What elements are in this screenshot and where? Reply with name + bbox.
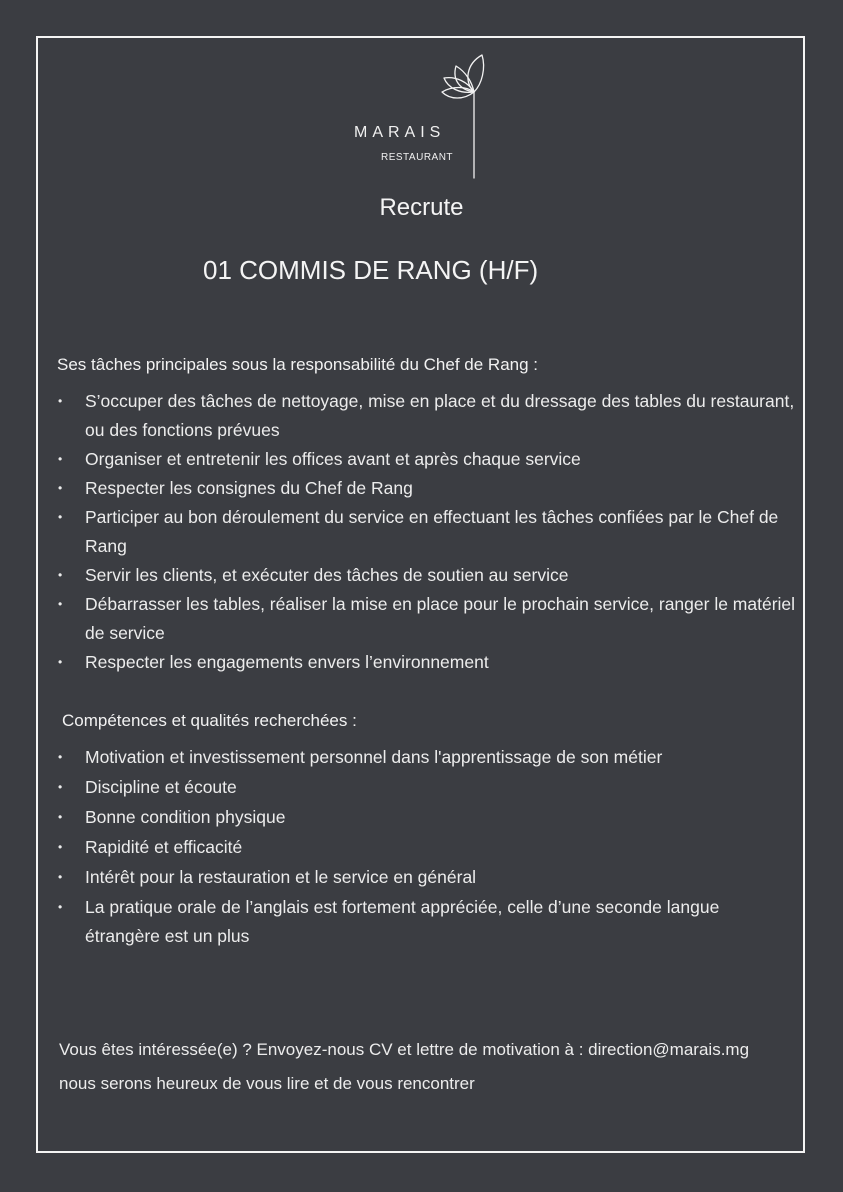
skills-title: Compétences et qualités recherchées : (62, 711, 357, 730)
skill-text: Intérêt pour la restauration et le service en général (85, 867, 477, 887)
task-text: Respecter les consignes du Chef de Rang (85, 478, 413, 498)
list-item (58, 445, 798, 474)
bullet-icon: • (58, 810, 63, 824)
list-item (58, 648, 798, 677)
task-text: Respecter les engagements envers l’environnement (85, 652, 489, 672)
skill-text: Bonne condition physique (85, 807, 286, 827)
bullet-icon: • (58, 655, 63, 669)
bullet-icon: • (58, 394, 63, 408)
task-text: S’occuper des tâches de nettoyage, mise en place et du dressage des tables du restaurant, ou des fonctions prévues (85, 391, 795, 440)
bullet-icon: • (58, 840, 63, 854)
contact-line-2: nous serons heureux de vous lire et de vous rencontrer (59, 1074, 475, 1093)
tasks-list (58, 387, 798, 677)
bullet-icon: • (58, 750, 63, 764)
logo-subtitle: RESTAURANT (381, 152, 454, 163)
bullet-icon: • (58, 568, 63, 582)
list-item (58, 743, 798, 772)
bullet-icon: • (58, 597, 63, 611)
list-item (58, 387, 798, 445)
list-item (58, 503, 798, 561)
bullet-icon: • (58, 452, 63, 466)
bullet-icon: • (58, 481, 63, 495)
list-item (58, 474, 798, 503)
skills-list (58, 743, 798, 951)
contact-line-1: Vous êtes intéressée(e) ? Envoyez-nous CV et lettre de motivation à : direction@marais.mg (59, 1040, 750, 1059)
tasks-title: Ses tâches principales sous la responsabilité du Chef de Rang : (57, 355, 539, 374)
bullet-icon: • (58, 780, 63, 794)
bullet-icon: • (58, 510, 63, 524)
list-item (58, 833, 798, 862)
task-text: Organiser et entretenir les offices avant et après chaque service (85, 449, 581, 469)
task-text: Débarrasser les tables, réaliser la mise en place pour le prochain service, ranger le matériel de service (85, 594, 796, 643)
restaurant-logo (350, 52, 490, 182)
task-text: Participer au bon déroulement du service en effectuant les tâches confiées par le Chef de Rang (85, 507, 779, 556)
skill-text: Discipline et écoute (85, 777, 237, 797)
list-item (58, 773, 798, 802)
list-item (58, 561, 798, 590)
skill-text: Motivation et investissement personnel dans l'apprentissage de son métier (85, 747, 663, 767)
list-item (58, 803, 798, 832)
list-item (58, 893, 798, 951)
logo-name: MARAIS (354, 124, 446, 141)
skill-text: Rapidité et efficacité (85, 837, 243, 857)
job-title: 01 COMMIS DE RANG (H/F) (203, 255, 539, 285)
bullet-icon: • (58, 870, 63, 884)
recrute-heading: Recrute (379, 194, 464, 221)
list-item (58, 590, 798, 648)
skill-text: La pratique orale de l’anglais est fortement appréciée, celle d’une seconde langue étrangère est un plus (85, 897, 720, 946)
bullet-icon: • (58, 900, 63, 914)
task-text: Servir les clients, et exécuter des tâches de soutien au service (85, 565, 569, 585)
list-item (58, 863, 798, 892)
